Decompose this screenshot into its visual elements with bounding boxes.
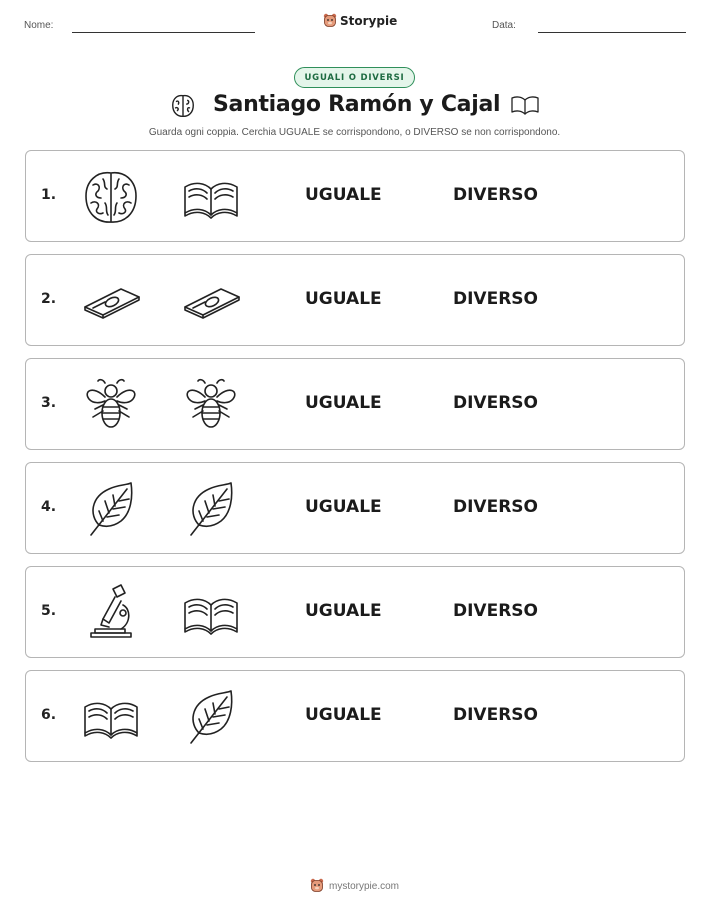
row-number: 6. bbox=[41, 707, 57, 723]
row-number: 3. bbox=[41, 395, 57, 411]
page-title: Santiago Ramón y Cajal bbox=[213, 92, 501, 117]
activity-badge: UGUALI O DIVERSI bbox=[294, 67, 415, 88]
book-icon bbox=[181, 167, 241, 227]
footer-url[interactable]: mystorypie.com bbox=[328, 880, 399, 892]
option-different[interactable]: DIVERSO bbox=[453, 289, 538, 309]
leaf-icon bbox=[181, 479, 241, 539]
footer bbox=[0, 878, 709, 894]
instructions-text: Guarda ogni coppia. Cerchia UGUALE se corrispondono, o DIVERSO se non corrispondono. bbox=[148, 127, 561, 138]
pair-row-1 bbox=[25, 150, 685, 242]
option-different[interactable]: DIVERSO bbox=[453, 393, 538, 413]
bee-icon bbox=[81, 375, 141, 435]
book-icon bbox=[510, 94, 540, 116]
pair-row-6 bbox=[25, 670, 685, 762]
brain-icon bbox=[81, 167, 141, 227]
row-number: 1. bbox=[41, 187, 57, 203]
bear-icon bbox=[310, 878, 324, 894]
option-different[interactable]: DIVERSO bbox=[453, 705, 538, 725]
pair-row-4 bbox=[25, 462, 685, 554]
option-same[interactable]: UGUALE bbox=[305, 185, 382, 205]
row-number: 2. bbox=[41, 291, 57, 307]
title-row bbox=[0, 90, 709, 124]
option-different[interactable]: DIVERSO bbox=[453, 497, 538, 517]
row-number: 4. bbox=[41, 499, 57, 515]
option-different[interactable]: DIVERSO bbox=[453, 185, 538, 205]
microscope-slide-icon bbox=[81, 271, 141, 331]
row-number: 5. bbox=[41, 603, 57, 619]
name-line[interactable] bbox=[72, 32, 255, 33]
pair-row-3 bbox=[25, 358, 685, 450]
bee-icon bbox=[181, 375, 241, 435]
option-same[interactable]: UGUALE bbox=[305, 705, 382, 725]
book-icon bbox=[181, 583, 241, 643]
option-same[interactable]: UGUALE bbox=[305, 393, 382, 413]
option-same[interactable]: UGUALE bbox=[305, 497, 382, 517]
book-icon bbox=[81, 687, 141, 747]
option-same[interactable]: UGUALE bbox=[305, 601, 382, 621]
pair-row-5 bbox=[25, 566, 685, 658]
option-same[interactable]: UGUALE bbox=[305, 289, 382, 309]
leaf-icon bbox=[81, 479, 141, 539]
pair-row-2 bbox=[25, 254, 685, 346]
microscope-icon bbox=[81, 583, 141, 643]
option-different[interactable]: DIVERSO bbox=[453, 601, 538, 621]
logo-text: Storypie bbox=[340, 14, 398, 28]
leaf-icon bbox=[181, 687, 241, 747]
microscope-slide-icon bbox=[181, 271, 241, 331]
date-line[interactable] bbox=[538, 32, 686, 33]
date-label: Data: bbox=[492, 20, 516, 31]
storypie-logo bbox=[323, 13, 397, 29]
name-label: Nome: bbox=[24, 20, 54, 31]
brain-icon bbox=[169, 92, 197, 120]
bear-icon bbox=[323, 13, 337, 29]
